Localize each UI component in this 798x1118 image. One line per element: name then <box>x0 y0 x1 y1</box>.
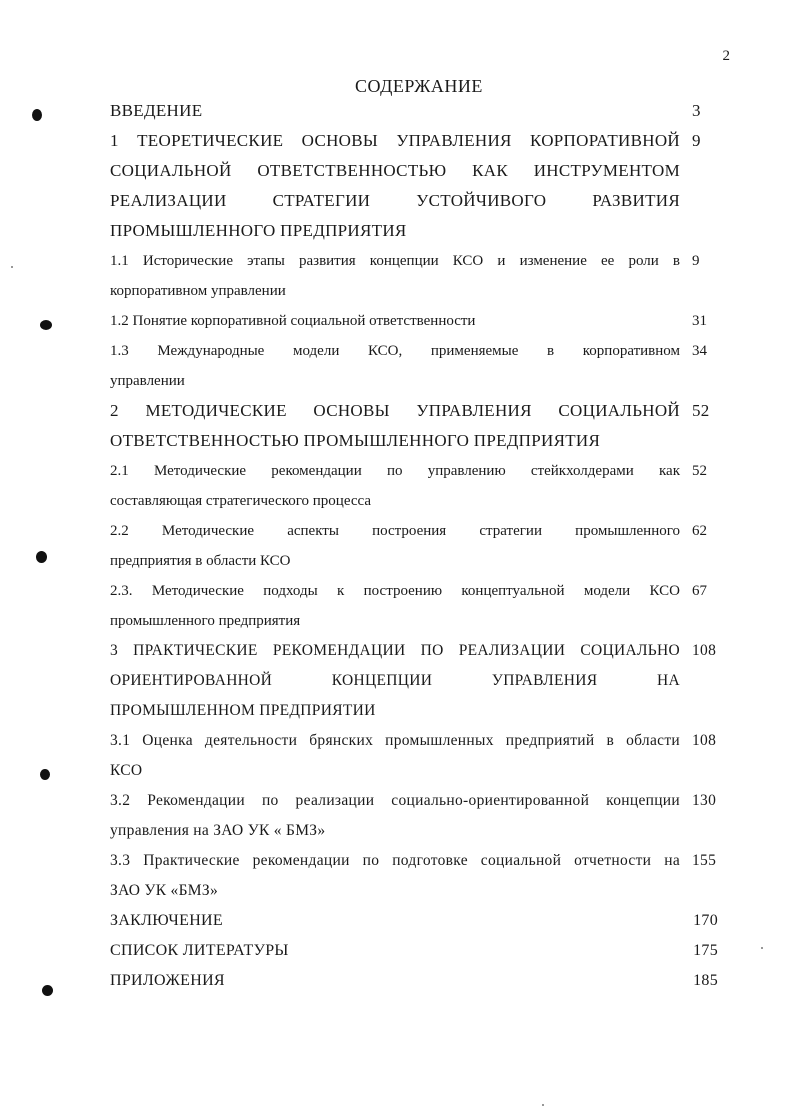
toc-entry-text <box>110 456 680 516</box>
toc-line: составляющая стратегического процесса <box>110 493 372 509</box>
toc-line: 1 ТЕОРЕТИЧЕСКИЕ ОСНОВЫ УПРАВЛЕНИЯ КОРПОРАТИВНОЙ <box>110 131 680 150</box>
toc-entry-section-1-2[interactable] <box>110 306 718 336</box>
toc-line: 1.1 Исторические этапы развития концепции КСО и изменение ее роли в <box>110 253 680 269</box>
toc-entry-section-3-3[interactable] <box>110 846 718 906</box>
toc-line: СОЦИАЛЬНОЙ ОТВЕТСТВЕННОСТЬЮ КАК ИНСТРУМЕНТОМ <box>110 161 680 180</box>
toc-entry-text <box>110 246 680 306</box>
scan-blot <box>36 551 47 563</box>
toc-line: управления на ЗАО УК « БМЗ» <box>110 822 326 839</box>
toc-line: 1.3 Международные модели КСО, применяемые в корпоративном <box>110 343 680 359</box>
toc-line: ПРИЛОЖЕНИЯ <box>110 972 225 989</box>
toc-entry-text <box>110 396 680 456</box>
toc-entry-text <box>110 126 680 246</box>
toc-entry-section-3-2[interactable] <box>110 786 718 846</box>
scan-blot <box>40 769 50 780</box>
toc-entry-section-2-2[interactable] <box>110 516 718 576</box>
toc-line: ПРОМЫШЛЕННОГО ПРЕДПРИЯТИЯ <box>110 221 407 240</box>
toc-entry-page: 34 <box>692 343 707 359</box>
toc-entry-page: 108 <box>692 642 717 659</box>
toc-line: 3.3 Практические рекомендации по подготовке социальной отчетности на <box>110 852 680 869</box>
toc-entry-section-2-1[interactable] <box>110 456 718 516</box>
toc-entry-chapter-3[interactable] <box>110 636 718 726</box>
toc-line: ПРОМЫШЛЕННОМ ПРЕДПРИЯТИИ <box>110 702 376 719</box>
toc-line: ОТВЕТСТВЕННОСТЬЮ ПРОМЫШЛЕННОГО ПРЕДПРИЯТИЯ <box>110 431 601 450</box>
toc-line: 3.2 Рекомендации по реализации социально-ориентированной концепции <box>110 792 680 809</box>
toc-entry-page: 9 <box>692 253 700 269</box>
toc-entry-page: 52 <box>692 463 707 479</box>
toc-entry-section-1-3[interactable] <box>110 336 718 396</box>
scan-blot <box>40 320 52 330</box>
toc-entry-text <box>110 516 680 576</box>
toc-entry-chapter-2[interactable] <box>110 396 718 456</box>
toc-entry-text <box>110 96 680 126</box>
toc-entry-page: 170 <box>693 912 718 929</box>
toc-entry-page: 31 <box>692 313 707 329</box>
toc-entry-text <box>110 636 680 726</box>
toc-entry-page: 67 <box>692 583 707 599</box>
toc-line: 2.1 Методические рекомендации по управлению стейкхолдерами как <box>110 463 680 479</box>
toc-entry-page: 175 <box>693 942 718 959</box>
toc-line: 2.2 Методические аспекты построения стратегии промышленного <box>110 523 680 539</box>
toc-entry-section-3-1[interactable] <box>110 726 718 786</box>
toc-entry-page: 52 <box>692 401 710 420</box>
toc-line: КСО <box>110 762 143 779</box>
toc-entry-page: 9 <box>692 131 701 150</box>
toc-entry-text <box>110 966 680 996</box>
toc-line: ВВЕДЕНИЕ <box>110 101 203 120</box>
toc-line: промышленного предприятия <box>110 613 301 629</box>
toc-line: управлении <box>110 373 185 389</box>
toc-line: РЕАЛИЗАЦИИ СТРАТЕГИИ УСТОЙЧИВОГО РАЗВИТИЯ <box>110 191 680 210</box>
toc-line: ЗАО УК «БМЗ» <box>110 882 218 899</box>
page-number: 2 <box>722 48 730 64</box>
toc-entry-page: 130 <box>692 792 717 809</box>
scan-blot <box>32 109 42 121</box>
table-of-contents <box>110 96 718 996</box>
toc-line: 1.2 Понятие корпоративной социальной ответственности <box>110 313 476 329</box>
toc-entry-section-1-1[interactable] <box>110 246 718 306</box>
scan-blot <box>42 985 53 996</box>
toc-entry-chapter-1[interactable] <box>110 126 718 246</box>
toc-line: 2.3. Методические подходы к построению концептуальной модели КСО <box>110 583 680 599</box>
toc-entry-section-2-3[interactable] <box>110 576 718 636</box>
toc-entry-text <box>110 936 680 966</box>
toc-entry-text <box>110 306 680 336</box>
toc-entry-conclusion[interactable] <box>110 906 718 936</box>
toc-entry-text <box>110 726 680 786</box>
toc-entry-page: 155 <box>692 852 717 869</box>
toc-entry-text <box>110 846 680 906</box>
toc-title: СОДЕРЖАНИЕ <box>355 76 483 96</box>
toc-line: СПИСОК ЛИТЕРАТУРЫ <box>110 942 289 959</box>
toc-entry-page: 3 <box>692 101 701 120</box>
toc-line: ЗАКЛЮЧЕНИЕ <box>110 912 223 929</box>
toc-entry-appendices[interactable] <box>110 966 718 996</box>
toc-entry-text <box>110 576 680 636</box>
toc-line: ОРИЕНТИРОВАННОЙ КОНЦЕПЦИИ УПРАВЛЕНИЯ НА <box>110 672 680 689</box>
scan-speck <box>761 947 763 949</box>
toc-entry-page: 62 <box>692 523 707 539</box>
toc-entry-text <box>110 906 680 936</box>
toc-entry-introduction[interactable] <box>110 96 718 126</box>
toc-entry-references[interactable] <box>110 936 718 966</box>
toc-line: 2 МЕТОДИЧЕСКИЕ ОСНОВЫ УПРАВЛЕНИЯ СОЦИАЛЬНОЙ <box>110 401 680 420</box>
scan-speck <box>542 1104 544 1106</box>
toc-line: 3.1 Оценка деятельности брянских промышленных предприятий в области <box>110 732 680 749</box>
toc-line: корпоративном управлении <box>110 283 286 299</box>
toc-entry-page: 108 <box>692 732 717 749</box>
toc-entry-page: 185 <box>693 972 718 989</box>
toc-line: предприятия в области КСО <box>110 553 291 569</box>
toc-line: 3 ПРАКТИЧЕСКИЕ РЕКОМЕНДАЦИИ ПО РЕАЛИЗАЦИИ СОЦИАЛЬНО <box>110 642 680 659</box>
toc-entry-text <box>110 336 680 396</box>
scan-speck <box>11 266 13 268</box>
toc-entry-text <box>110 786 680 846</box>
